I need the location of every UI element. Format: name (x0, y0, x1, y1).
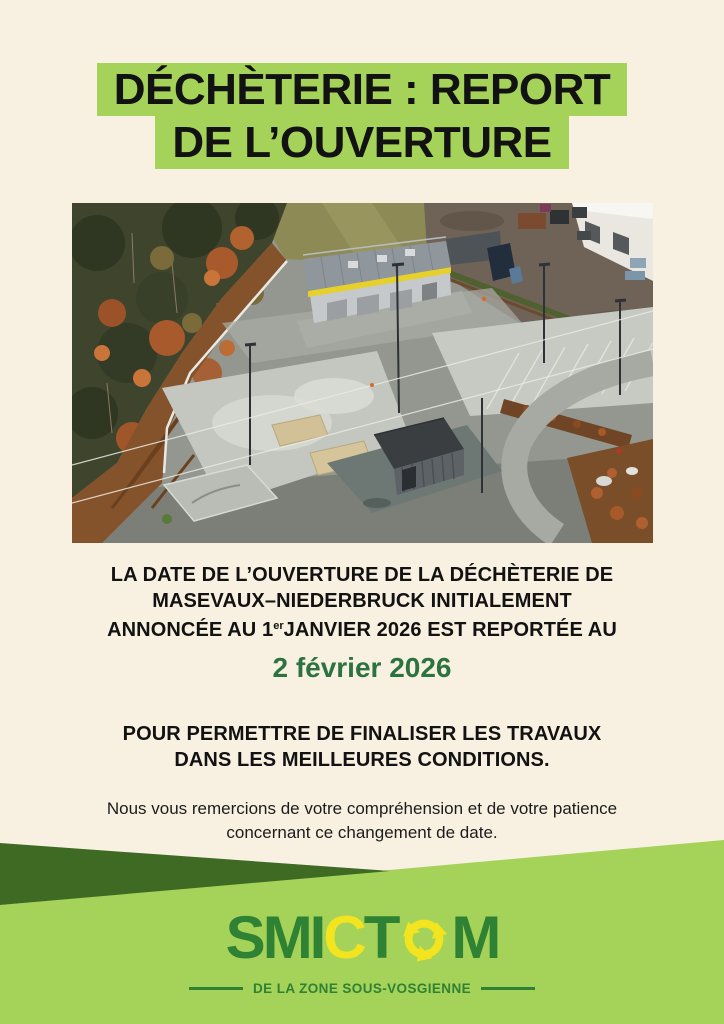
logo-letter-c: C (323, 904, 364, 971)
intro-line-2: MASEVAUX–NIEDERBRUCK INITIALEMENT (152, 589, 572, 612)
title-line-1-text: DÉCHÈTERIE : REPORT (97, 63, 628, 116)
title-line-2 (0, 116, 724, 169)
reason-line-2: DANS LES MEILLEURES CONDITIONS. (174, 749, 550, 771)
recycle-arrows-icon (398, 913, 450, 975)
smictom-logo (0, 904, 724, 996)
intro-line-3-pre: ANNONCÉE AU 1 (107, 619, 274, 641)
footer (0, 840, 724, 1024)
thanks-line-2: concernant ce changement de date. (226, 822, 498, 842)
announcement-intro (0, 563, 724, 644)
aerial-photo-graphic (72, 203, 653, 543)
new-opening-date: 2 février 2026 (272, 652, 452, 683)
intro-line-3-post: JANVIER 2026 EST REPORTÉE AU (283, 619, 617, 641)
poster-title (0, 63, 724, 169)
smictom-wordmark (0, 904, 724, 975)
tagline-right-bar (481, 987, 535, 990)
logo-letters-smi: SMI (225, 904, 324, 971)
logo-tagline (0, 981, 724, 996)
ordinal-superscript: er (273, 620, 284, 632)
logo-letter-m: M (451, 904, 499, 971)
construction-site-photo (72, 203, 653, 543)
reason-line-1: POUR PERMETTRE DE FINALISER LES TRAVAUX (122, 723, 602, 745)
tagline-left-bar (189, 987, 243, 990)
title-line-1 (0, 63, 724, 116)
announcement-reason (0, 721, 724, 773)
logo-letter-t: T (363, 904, 398, 971)
announcement-thanks (0, 797, 724, 844)
intro-line-1: LA DATE DE L’OUVERTURE DE LA DÉCHÈTERIE DE (110, 564, 614, 586)
tagline-text: DE LA ZONE SOUS-VOSGIENNE (252, 981, 472, 996)
title-line-2-text: DE L’OUVERTURE (155, 116, 568, 169)
thanks-line-1: Nous vous remercions de votre compréhension et de votre patience (106, 799, 618, 818)
